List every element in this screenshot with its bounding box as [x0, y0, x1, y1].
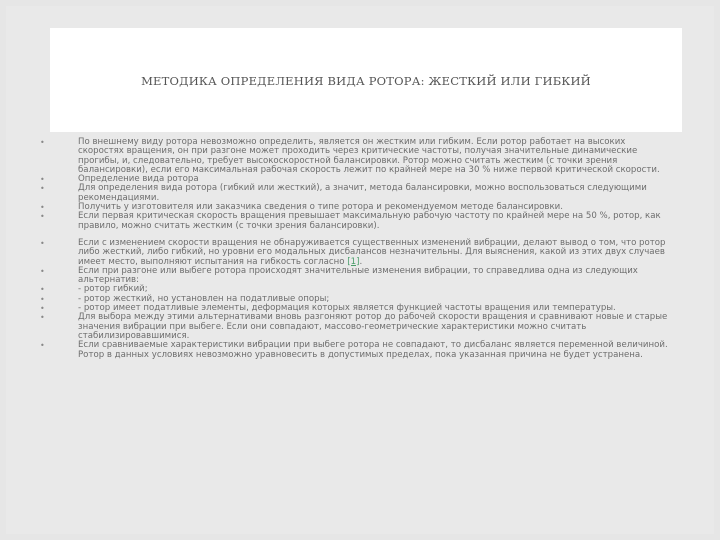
list-item — [40, 184, 668, 203]
bullet-icon: • — [40, 212, 45, 222]
list-item-text: - ротор жесткий, но установлен на податливые опоры; — [78, 293, 330, 304]
list-item-text: - ротор гибкий; — [78, 284, 148, 295]
list-item-text: Получить у изготовителя или заказчика сведения о типе ротора и рекомендуемом методе балансировки. — [78, 202, 563, 213]
bullet-icon: • — [40, 238, 45, 248]
bullet-icon: • — [40, 313, 45, 323]
list-item-text: - ротор имеет податливые элементы, деформация которых является функцией частоты вращения или температуры. — [78, 303, 616, 314]
bullet-icon: • — [40, 304, 45, 314]
list-item-text: Для определения вида ротора (гибкий или жесткий), а значит, метода балансировки, можно воспользоваться следующими рекомендациями. — [78, 183, 647, 203]
bullet-icon: • — [40, 341, 45, 351]
reference-link[interactable]: [1] — [347, 256, 360, 267]
list-item — [40, 138, 668, 175]
bullet-icon: • — [40, 285, 45, 295]
list-item — [40, 313, 668, 341]
list-item-text: Если сравниваемые характеристики вибрации при выбеге ротора не совпадают, то дисбаланс является переменной величиной. Ротор в данных условиях невозможно уравновесить в допустимых пределах, пока указанная причина не будет устранена. — [78, 340, 668, 360]
slide-title: МЕТОДИКА ОПРЕДЕЛЕНИЯ ВИДА РОТОРА: ЖЕСТКИЙ ИЛИ ГИБКИЙ — [141, 74, 591, 88]
list-item-text: Если при разгоне или выбеге ротора происходят значительные изменения вибрации, то справедлива одна из следующих альтернатив: — [78, 265, 638, 286]
list-item-text: Если первая критическая скорость вращения превышает максимальную рабочую частоту по крайней мере на 50 %, ротор, как правило, можно считать жестким (с точки зрения балансировки). — [78, 211, 661, 231]
list-item-text: Для выбора между этими альтернативами вновь разгоняют ротор до рабочей скорости вращения и сравнивают новые и старые значения вибрации при выбеге. Если они совпадают, массово-геометрические характеристики можно считать стабилизировавшимися. — [78, 312, 668, 341]
list-item — [40, 212, 668, 231]
list-item — [40, 267, 668, 286]
bullet-icon: • — [40, 138, 45, 147]
bullet-icon: • — [40, 203, 45, 213]
bullet-icon: • — [40, 184, 45, 194]
slide-content — [40, 138, 668, 360]
list-item — [40, 239, 668, 267]
list-item-text: Определение вида ротора — [78, 174, 199, 185]
bullet-icon: • — [40, 175, 45, 185]
list-item-text: Если с изменением скорости вращения не обнаруживается существенных изменений вибрации, делают вывод о том, что ротор либо жесткий, либо гибкий, но уровни его модальных дисбалансов незначительны. Для выяснения, какой из этих двух случаев имеет место, выполняют испытания на гибкость согласно — [78, 237, 666, 267]
bullet-icon: • — [40, 294, 45, 304]
list-item-text: По внешнему виду ротора невозможно определить, является он жестким или гибким. Если ротор работает на высоких скоростях вращения, он при разгоне может проходить через критические частоты, получая значительные динамические прогибы, и, следовательно, требует высокоскоростной балансировки. Ротор можно считать жестким (с точки зрения балансировки), если его максимальная рабочая скорость лежит по крайней мере на 30 % ниже первой критической скорости. — [78, 137, 660, 175]
list-item — [40, 341, 668, 360]
bullet-list-group-2 — [40, 239, 668, 360]
bullet-icon: • — [40, 266, 45, 276]
slide — [6, 6, 714, 534]
list-item-text-end: . — [359, 256, 363, 267]
title-panel — [50, 28, 682, 132]
bullet-list-group-1 — [40, 138, 668, 231]
